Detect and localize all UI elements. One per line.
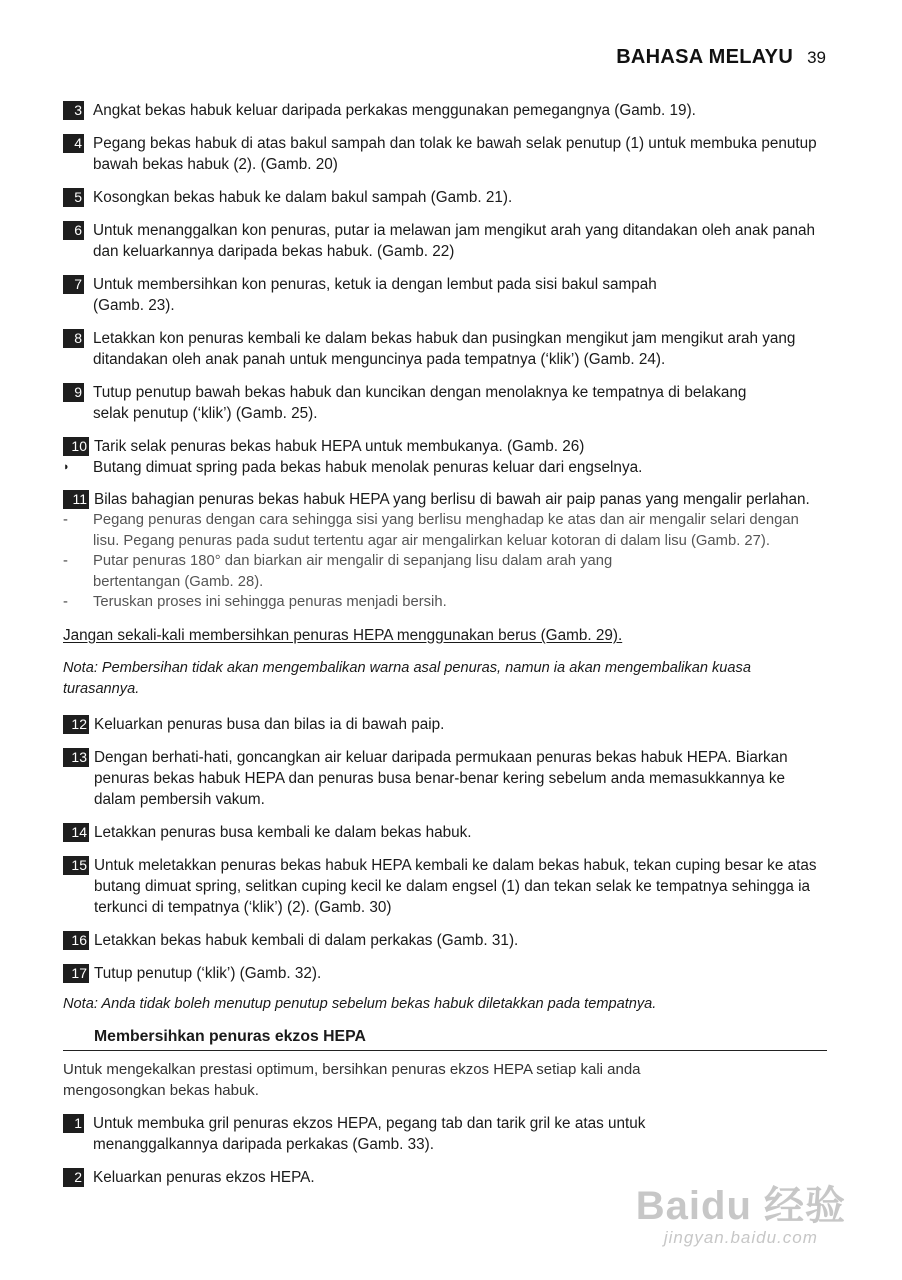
step-number: 7 — [63, 275, 84, 294]
step-text: Tutup penutup bawah bekas habuk dan kuncikan dengan menolaknya ke tempatnya di belakang selak penutup (‘klik’) (Gamb. 25). — [93, 384, 747, 422]
step-10 — [63, 436, 827, 457]
step-text: Untuk meletakkan penuras bekas habuk HEPA kembali ke dalam bekas habuk, tekan cuping besar ke atas butang dimuat spring, selitkan cuping kecil ke dalam engsel (1) dan tekan selak ke tempatnya sehingga ia terkunci di tempatnya (‘klik’) (2). (Gamb. 30) — [94, 856, 817, 916]
document-body — [63, 100, 827, 1188]
sub-item: - Teruskan proses ini sehingga penuras menjadi bersih. — [63, 592, 827, 613]
step-text: Kosongkan bekas habuk ke dalam bakul sampah (Gamb. 21). — [93, 189, 513, 206]
step-text: Untuk membuka gril penuras ekzos HEPA, pegang tab dan tarik gril ke atas untuk menanggalkannya daripada perkakas (Gamb. 33). — [93, 1114, 646, 1153]
section-intro: Untuk mengekalkan prestasi optimum, bersihkan penuras ekzos HEPA setiap kali anda mengosongkan bekas habuk. — [63, 1060, 641, 1099]
step-14 — [63, 822, 827, 843]
step-7 — [63, 274, 827, 316]
watermark-logo: Baidu 经验 — [635, 1184, 846, 1228]
step-number: 5 — [63, 188, 84, 207]
step-5 — [63, 187, 827, 208]
step-17 — [63, 963, 827, 984]
step-text: Letakkan penuras busa kembali ke dalam bekas habuk. — [94, 823, 472, 841]
section-heading: Membersihkan penuras ekzos HEPA — [63, 1025, 827, 1051]
result-bullet — [63, 457, 827, 478]
step-text: Letakkan bekas habuk kembali di dalam perkakas (Gamb. 31). — [94, 931, 519, 949]
step-text: Untuk menanggalkan kon penuras, putar ia melawan jam mengikut arah yang ditandakan oleh anak panah dan keluarkannya daripada bekas habuk. (Gamb. 22) — [93, 222, 815, 260]
warning-text: Jangan sekali-kali membersihkan penuras HEPA menggunakan berus (Gamb. 29). — [63, 626, 623, 644]
step-number: 13 — [63, 748, 89, 767]
step-number: 10 — [63, 437, 89, 456]
step-text: Angkat bekas habuk keluar daripada perkakas menggunakan pemegangnya (Gamb. 19). — [93, 102, 696, 119]
watermark-url: jingyan.baidu.com — [663, 1228, 818, 1247]
step-text: Keluarkan penuras busa dan bilas ia di bawah paip. — [94, 715, 445, 733]
step-number: 16 — [63, 931, 89, 950]
page-number: 39 — [807, 48, 826, 67]
step-text: Keluarkan penuras ekzos HEPA. — [93, 1168, 315, 1186]
step-4 — [63, 133, 827, 175]
page-header — [616, 46, 826, 69]
step-13 — [63, 747, 827, 810]
step-text: Letakkan kon penuras kembali ke dalam bekas habuk dan pusingkan mengikut jam mengikut arah yang ditandakan oleh anak panah untuk menguncinya pada tempatnya (‘klik’) (Gamb. 24). — [93, 330, 796, 368]
step-6 — [63, 220, 827, 262]
step-9 — [63, 382, 827, 424]
section-step-1 — [63, 1113, 827, 1155]
step-15 — [63, 855, 827, 918]
step-number: 11 — [63, 490, 89, 509]
note-text: Nota: Pembersihan tidak akan mengembalikan warna asal penuras, namun ia akan mengembalikan kuasa turasannya. — [63, 659, 751, 697]
sub-item-text: Putar penuras 180° dan biarkan air mengalir di sepanjang lisu dalam arah yang bertentangan (Gamb. 28). — [93, 553, 613, 590]
step-number: 4 — [63, 134, 84, 153]
step-text: Pegang bekas habuk di atas bakul sampah dan tolak ke bawah selak penutup (1) untuk membuka penutup bawah bekas habuk (2). (Gamb. 20) — [93, 135, 817, 173]
step-16 — [63, 930, 827, 951]
step-text: Untuk membersihkan kon penuras, ketuk ia dengan lembut pada sisi bakul sampah (Gamb. 23). — [93, 276, 657, 314]
step-number: 1 — [63, 1114, 84, 1133]
sub-item: - Putar penuras 180° dan biarkan air mengalir di sepanjang lisu dalam arah yang bertentangan (Gamb. 28). — [63, 551, 827, 592]
note-text: Nota: Anda tidak boleh menutup penutup sebelum bekas habuk diletakkan pada tempatnya. — [63, 995, 657, 1012]
step-number: 6 — [63, 221, 84, 240]
step-number: 15 — [63, 856, 89, 875]
bullet-icon: ◗ — [63, 461, 70, 473]
bullet-text: Butang dimuat spring pada bekas habuk menolak penuras keluar dari engselnya. — [93, 459, 643, 476]
step-11 — [63, 489, 827, 510]
step-number: 14 — [63, 823, 89, 842]
step-3 — [63, 100, 827, 121]
sub-item: - Pegang penuras dengan cara sehingga sisi yang berlisu menghadap ke atas dan air mengalir selari dengan lisu. Pegang penuras pada sudut tertentu agar air mengalirkan keluar kotoran di dalam lisu (Gamb. 27). — [63, 510, 827, 551]
step-number: 9 — [63, 383, 84, 402]
step-number: 12 — [63, 715, 89, 734]
step-8 — [63, 328, 827, 370]
step-text: Tarik selak penuras bekas habuk HEPA untuk membukanya. (Gamb. 26) — [94, 438, 585, 455]
step-number: 3 — [63, 101, 84, 120]
language-heading: BAHASA MELAYU — [616, 46, 794, 68]
step-text: Tutup penutup (‘klik’) (Gamb. 32). — [94, 964, 322, 982]
step-number: 8 — [63, 329, 84, 348]
step-12 — [63, 714, 827, 735]
sub-item-text: Pegang penuras dengan cara sehingga sisi yang berlisu menghadap ke atas dan air mengalir selari dengan lisu. Pegang penuras pada sudut tertentu agar air mengalirkan keluar kotoran di dalam lisu (Gamb. 27). — [93, 512, 799, 549]
step-text: Dengan berhati-hati, goncangkan air keluar daripada permukaan penuras bekas habuk HEPA. Biarkan penuras bekas habuk HEPA dan penuras busa benar-benar kering sebelum anda memasukkannya ke dalam pembersih vakum. — [94, 748, 788, 808]
baidu-watermark — [636, 1184, 846, 1248]
sub-item-text: Teruskan proses ini sehingga penuras menjadi bersih. — [93, 594, 447, 610]
step-number: 17 — [63, 964, 89, 983]
step-number: 2 — [63, 1168, 84, 1187]
step-text: Bilas bahagian penuras bekas habuk HEPA yang berlisu di bawah air paip panas yang mengalir perlahan. — [94, 491, 810, 508]
